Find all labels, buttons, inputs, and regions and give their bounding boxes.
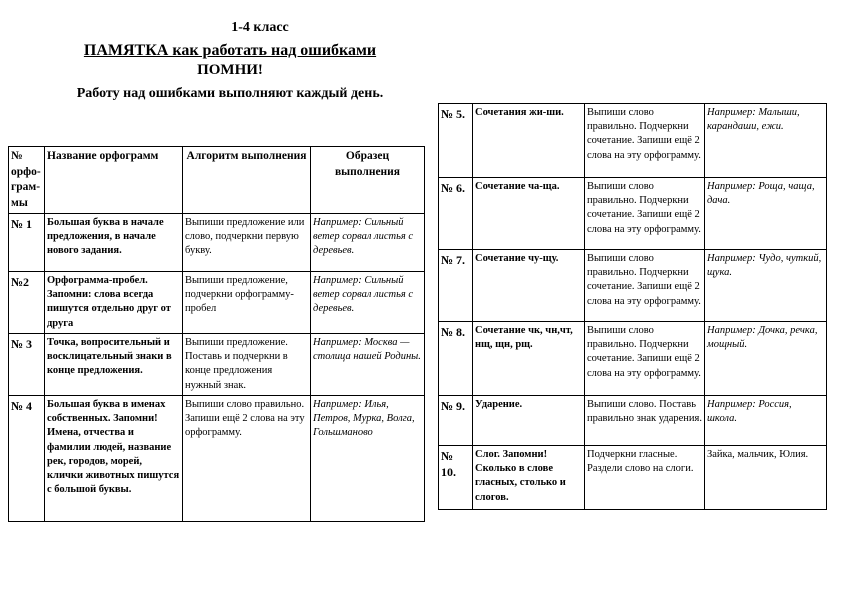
row-number: № 3	[9, 334, 45, 396]
row-number: № 10.	[439, 446, 473, 510]
row-number: № 1	[9, 214, 45, 272]
row-name: Орфограмма-пробел. Запомни: слова всегда пишутся отдельно друг от друга	[45, 272, 183, 334]
page-title: ПАМЯТКА как работать над ошибками	[83, 42, 377, 59]
table-header-row	[9, 147, 425, 214]
col-header-name: Название орфограмм	[45, 147, 183, 214]
left-table	[8, 146, 425, 522]
row-algorithm: Выпиши предложение, подчеркни орфограмму-пробел	[183, 272, 311, 334]
row-algorithm: Выпиши слово правильно. Подчеркни сочетание. Запиши ещё 2 слова на эту орфограмму.	[585, 104, 705, 178]
table-row	[439, 322, 827, 396]
row-algorithm: Выпиши слово правильно. Подчеркни сочетание. Запиши ещё 2 слова на эту орфограмму.	[585, 178, 705, 250]
row-algorithm: Выпиши слово правильно. Подчеркни сочетание. Запиши ещё 2 слова на эту орфограмму.	[585, 250, 705, 322]
row-example: Например: Сильный ветер сорвал листья с деревьев.	[311, 214, 425, 272]
row-example: Зайка, мальчик, Юлия.	[705, 446, 827, 510]
table-row	[9, 334, 425, 396]
row-name: Большая буква в именах собственных. Запомни! Имена, отчества и фамилии людей, название рек, городов, морей, клички животных пишутся с большой буквы.	[45, 396, 183, 522]
row-name: Большая буква в начале предложения, в начале нового задания.	[45, 214, 183, 272]
row-name: Сочетание чу-щу.	[473, 250, 585, 322]
row-algorithm: Выпиши слово. Поставь правильно знак ударения.	[585, 396, 705, 446]
table-row	[9, 214, 425, 272]
row-number: № 9.	[439, 396, 473, 446]
row-number: № 5.	[439, 104, 473, 178]
row-number: № 8.	[439, 322, 473, 396]
remember-heading: ПОМНИ!	[197, 62, 263, 78]
row-name: Сочетание ча-ща.	[473, 178, 585, 250]
row-name: Ударение.	[473, 396, 585, 446]
row-number: № 4	[9, 396, 45, 522]
row-name: Сочетание чк, чн,чт, нщ, щн, рщ.	[473, 322, 585, 396]
col-header-example: Образец выполнения	[311, 147, 425, 214]
table-row	[9, 272, 425, 334]
row-example: Например: Сильный ветер сорвал листья с деревьев.	[311, 272, 425, 334]
row-example: Например: Россия, школа.	[705, 396, 827, 446]
row-example: Например: Чудо, чуткий, щука.	[705, 250, 827, 322]
col-header-number: № орфо-грам-мы	[9, 147, 45, 214]
row-number: №2	[9, 272, 45, 334]
row-example: Например: Илья, Петров, Мурка, Волга, Гольшманово	[311, 396, 425, 522]
row-number: № 7.	[439, 250, 473, 322]
row-algorithm: Выпиши предложение. Поставь и подчеркни в конце предложения нужный знак.	[183, 334, 311, 396]
row-algorithm: Выпиши слово правильно. Запиши ещё 2 слова на эту орфограмму.	[183, 396, 311, 522]
table-row	[439, 178, 827, 250]
table-row	[439, 446, 827, 510]
row-algorithm: Выпиши слово правильно. Подчеркни сочетание. Запиши ещё 2 слова на эту орфограмму.	[585, 322, 705, 396]
table-row	[439, 396, 827, 446]
row-example: Например: Роща, чаща, дача.	[705, 178, 827, 250]
daily-subtitle: Работу над ошибками выполняют каждый день.	[76, 86, 384, 101]
row-example: Например: Москва — столица нашей Родины.	[311, 334, 425, 396]
row-example: Например: Дочка, речка, мощный.	[705, 322, 827, 396]
table-row	[439, 250, 827, 322]
table-row	[439, 104, 827, 178]
row-example: Например: Малыши, карандаши, ежи.	[705, 104, 827, 178]
row-number: № 6.	[439, 178, 473, 250]
row-name: Сочетания жи-ши.	[473, 104, 585, 178]
table-row	[9, 396, 425, 522]
row-name: Точка, вопросительный и восклицательный знаки в конце предложения.	[45, 334, 183, 396]
row-algorithm: Подчеркни гласные. Раздели слово на слоги.	[585, 446, 705, 510]
right-table	[438, 103, 827, 510]
col-header-algorithm: Алгоритм выполнения	[183, 147, 311, 214]
grade-label: 1-4 класс	[231, 20, 289, 35]
row-name: Слог. Запомни! Сколько в слове гласных, столько и слогов.	[473, 446, 585, 510]
row-algorithm: Выпиши предложение или слово, подчеркни первую букву.	[183, 214, 311, 272]
